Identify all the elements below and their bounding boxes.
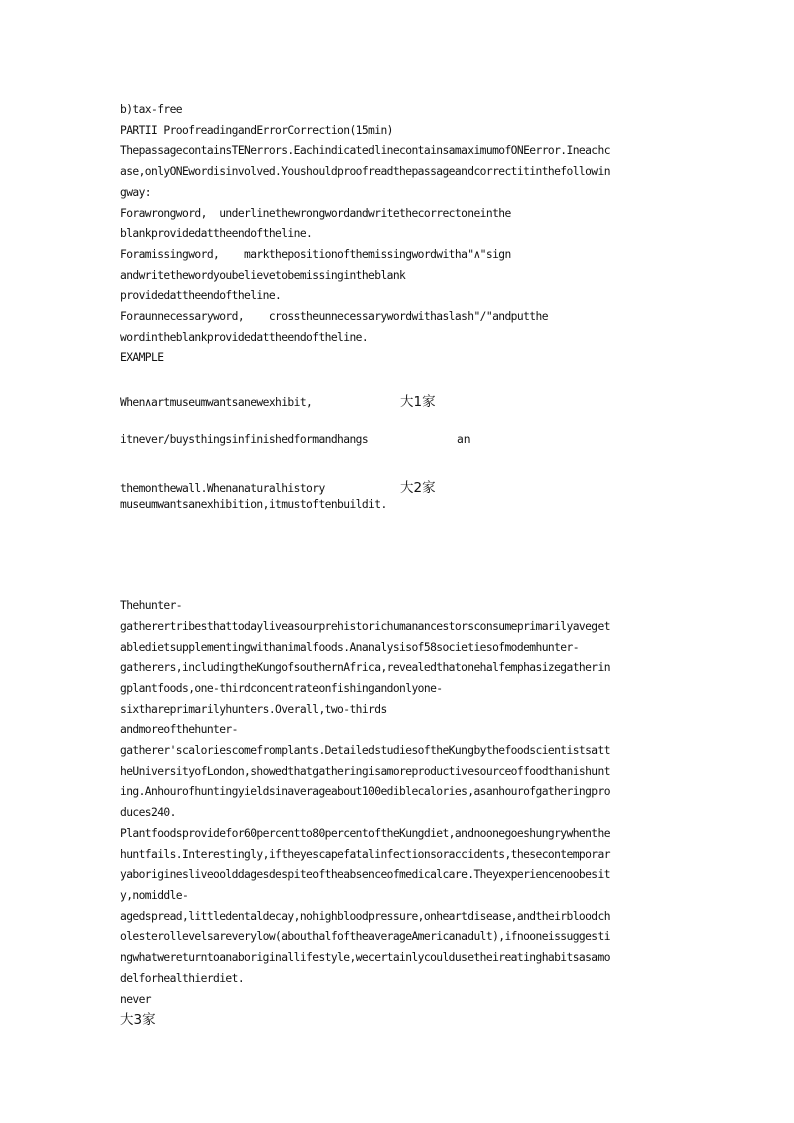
instruction-line: Forawrongword, underlinethewrongwordandwritethecorrectoneinthe [120, 206, 511, 220]
instruction-line: ase,onlyONEwordisinvolved.Youshouldproofreadthepassageandcorrectitinthefollowin [120, 165, 610, 179]
option-line: b)tax-free [120, 103, 183, 116]
instruction-line: blankprovidedattheendoftheline. [120, 227, 313, 241]
part-title: PARTII ProofreadingandErrorCorrection(15min) [120, 123, 393, 137]
passage-line: ngwhatwereturntoanaboriginallifestyle,wecertainlycouldusetheireatinghabitsasamo [120, 951, 610, 965]
instruction-line: wordintheblankprovidedattheendoftheline. [120, 330, 369, 344]
instruction-line: Foramissingword, markthepositionofthemissingwordwitha"∧"sign [120, 247, 511, 261]
passage-line: andmoreofthehunter- [120, 723, 238, 737]
passage [120, 596, 676, 1010]
example-text: museumwantsanexhibition,itmustoftenbuildit. [120, 498, 387, 512]
instruction-line: gway: [120, 185, 152, 199]
example-row [120, 433, 676, 455]
instruction-line: providedattheendoftheline. [120, 289, 282, 303]
passage-line: gatherers,includingtheKungofsouthernAfrica,revealedthatonehalfemphasizegatherin [120, 661, 610, 675]
example-answer: an [457, 433, 471, 447]
instruction-line: andwritethewordyoubelievetobemissingintheblank [120, 268, 406, 282]
document-body [120, 100, 676, 1030]
passage-line: gatherertribesthattodayliveasourprehistorichumanancestorsconsumeprimarilyaveget [120, 619, 610, 633]
example-row [120, 498, 676, 520]
passage-line: agedspread,littledentaldecay,nohighbloodpressure,onheartdisease,andtheirbloodch [120, 909, 610, 923]
example-text: themonthewall.Whenanaturalhistory [120, 482, 325, 496]
passage-line: ing.Anhourofhuntingyieldsinaverageabout100ediblecalories,asanhourofgatheringpro [120, 785, 610, 799]
instruction-line: Foraunnecessaryword, crosstheunnecessarywordwithaslash"/"andputthe [120, 310, 548, 324]
example-mark: 大2家 [400, 480, 436, 497]
example-mark: 大1家 [400, 394, 436, 411]
passage-line: delforhealthierdiet. [120, 971, 245, 985]
passage-line: Thehunter- [120, 599, 183, 613]
passage-line: olesterollevelsareverylow(abouthalfoftheaverageAmericanadult),ifnooneissuggesti [120, 930, 610, 944]
footer-mark: 大3家 [120, 1012, 156, 1029]
example-text: itnever/buysthingsinfinishedformandhangs [120, 433, 369, 447]
passage-line: Plantfoodsprovidefor60percentto80percentoftheKungdiet,andnoonegoeshungrywhenthe [120, 826, 610, 840]
example-heading: EXAMPLE [120, 351, 164, 365]
passage-line: y,nomiddle- [120, 888, 189, 902]
passage-line: sixthareprimarilyhunters.Overall,two-thirds [120, 702, 387, 716]
example-row [120, 390, 676, 412]
passage-line: gatherer'scaloriescomefromplants.DetailedstudiesoftheKungbythefoodscientistsatt [120, 744, 610, 758]
passage-line: duces240. [120, 806, 176, 820]
passage-line: huntfails.Interestingly,iftheyescapefatalinfectionsoraccidents,thesecontemporar [120, 847, 610, 861]
passage-line: abledietsupplementingwithanimalfoods.Ananalysisof58societiesofmodemhunter- [120, 640, 579, 654]
passage-line: gplantfoods,one-thirdconcentrateonfishingandonlyone- [120, 681, 443, 695]
passage-answer: never [120, 992, 152, 1006]
passage-line: heUniversityofLondon,showedthatgatheringisamoreproductivesourceoffoodthanishunt [120, 764, 610, 778]
instruction-line: ThepassagecontainsTENerrors.EachindicatedlinecontainsamaximumofONEerror.Ineachc [120, 144, 610, 158]
instructions [120, 141, 676, 369]
example-text: When∧artmuseumwantsanewexhibit, [120, 396, 313, 410]
passage-line: yaboriginesliveoolddagesdespiteoftheabsenceofmedicalcare.Theyexperiencenoobesit [120, 868, 610, 882]
example-row [120, 476, 676, 498]
